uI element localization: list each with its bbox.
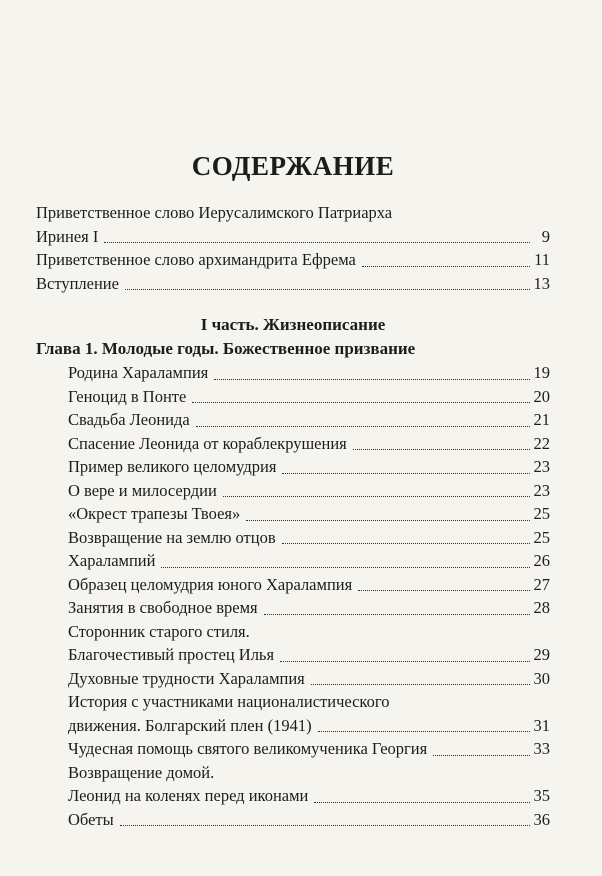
toc-entry-title: Благочестивый простец Илья — [68, 645, 275, 664]
toc-entry-title: Родина Харалампия — [68, 363, 209, 382]
toc-entry-page: 23 — [533, 480, 550, 500]
toc-entry-page: 19 — [533, 363, 550, 382]
toc-entry — [68, 455, 550, 479]
toc-entry-title: Занятия в свободное время — [68, 598, 258, 617]
toc-entry-page: 20 — [533, 386, 550, 406]
toc-entry — [68, 526, 550, 550]
toc-entry-title: Харалампий — [68, 551, 156, 570]
toc-entry-title: История с участниками националистического — [68, 692, 390, 711]
toc-entry-title: Вступление — [36, 273, 119, 293]
toc-entry — [68, 643, 550, 667]
dot-leader — [353, 448, 530, 450]
toc-entry — [68, 573, 550, 597]
toc-entry-page: 9 — [541, 226, 550, 246]
toc-entry-title: «Окрест трапезы Твоея» — [68, 504, 241, 523]
toc-entry-title: О вере и милосердии — [68, 480, 217, 500]
toc-entry — [68, 549, 550, 573]
dot-leader — [196, 425, 530, 427]
toc-entry-title: Приветственное слово архимандрита Ефрема — [36, 250, 356, 269]
toc-entry-page: 30 — [533, 668, 550, 688]
toc-entry — [36, 272, 550, 296]
toc-entry — [68, 761, 550, 785]
toc-entry-page: 26 — [533, 551, 550, 570]
toc-entry-title: Чудесная помощь святого великомученика Георгия — [68, 739, 428, 758]
bleed-through-text — [0, 0, 602, 130]
toc-entry-page: 33 — [533, 739, 550, 758]
toc-entry-page: 28 — [533, 598, 550, 617]
toc-entry-title: Возвращение домой. — [68, 762, 215, 782]
chapter-title: Глава 1. Молодые годы. Божественное призвание — [36, 339, 416, 358]
toc-entry-page: 25 — [533, 527, 550, 547]
dot-leader — [433, 754, 529, 756]
dot-leader — [192, 401, 529, 403]
toc-entry — [68, 667, 550, 691]
dot-leader — [125, 288, 530, 290]
toc-entry-title: Леонид на коленях перед иконами — [68, 786, 309, 805]
dot-leader — [362, 265, 530, 267]
toc-entry — [68, 784, 550, 808]
toc-entry — [68, 361, 550, 385]
toc-entry-title: Образец целомудрия юного Харалампия — [68, 574, 353, 594]
toc-entry-title: Приветственное слово Иерусалимского Патриарха — [36, 203, 393, 222]
toc-entry-title: Иринея I — [36, 226, 99, 246]
dot-leader — [246, 519, 529, 521]
toc-entry — [68, 714, 550, 738]
toc-entry-page: 35 — [533, 786, 550, 805]
part-title: I часть. Жизнеописание — [200, 315, 386, 334]
toc-entry-title: Духовные трудности Харалампия — [68, 668, 305, 688]
toc-entry — [68, 596, 550, 620]
dot-leader — [264, 613, 530, 615]
toc-entry — [68, 408, 550, 432]
dot-leader — [104, 241, 530, 243]
toc-entry — [68, 808, 550, 832]
toc-entry-title: Свадьба Леонида — [68, 410, 190, 429]
toc-entry-title: Пример великого целомудрия — [68, 457, 277, 476]
toc-entry-page: 21 — [533, 410, 550, 429]
toc-entry-page: 11 — [534, 250, 550, 269]
toc-entry-page: 23 — [533, 457, 550, 476]
table-of-contents — [36, 150, 550, 831]
toc-entry-page: 13 — [533, 273, 550, 293]
page-title: СОДЕРЖАНИЕ — [191, 151, 395, 181]
toc-entry — [36, 225, 550, 249]
toc-entry — [36, 248, 550, 272]
dot-leader — [282, 542, 530, 544]
toc-entry-title: движения. Болгарский плен (1941) — [68, 715, 312, 735]
dot-leader — [314, 801, 529, 803]
toc-entry — [36, 201, 550, 225]
dot-leader — [311, 683, 530, 685]
toc-entry — [68, 737, 550, 761]
toc-entry-title: Геноцид в Понте — [68, 386, 187, 406]
toc-entry-title: Обеты — [68, 809, 114, 829]
dot-leader — [282, 472, 529, 474]
toc-entry-page: 36 — [533, 809, 550, 829]
toc-entry-title: Спасение Леонида от кораблекрушения — [68, 433, 347, 453]
toc-entry-page: 29 — [533, 645, 550, 664]
toc-entry-page: 25 — [533, 504, 550, 523]
toc-entry-page: 31 — [533, 715, 550, 735]
front-matter-list — [36, 201, 550, 295]
toc-entry-page: 27 — [533, 574, 550, 594]
toc-entry-title: Возвращение на землю отцов — [68, 527, 276, 547]
toc-entry-title: Сторонник старого стиля. — [68, 621, 250, 641]
toc-entry — [68, 479, 550, 503]
toc-entry — [68, 502, 550, 526]
dot-leader — [120, 824, 530, 826]
toc-entry — [68, 690, 550, 714]
toc-entry — [68, 385, 550, 409]
dot-leader — [358, 589, 529, 591]
toc-entry — [68, 432, 550, 456]
toc-entry — [68, 620, 550, 644]
dot-leader — [223, 495, 530, 497]
dot-leader — [280, 660, 529, 662]
dot-leader — [214, 378, 529, 380]
dot-leader — [161, 566, 529, 568]
dot-leader — [318, 730, 530, 732]
chapter-entry-list — [36, 361, 550, 831]
toc-entry-page: 22 — [533, 433, 550, 453]
